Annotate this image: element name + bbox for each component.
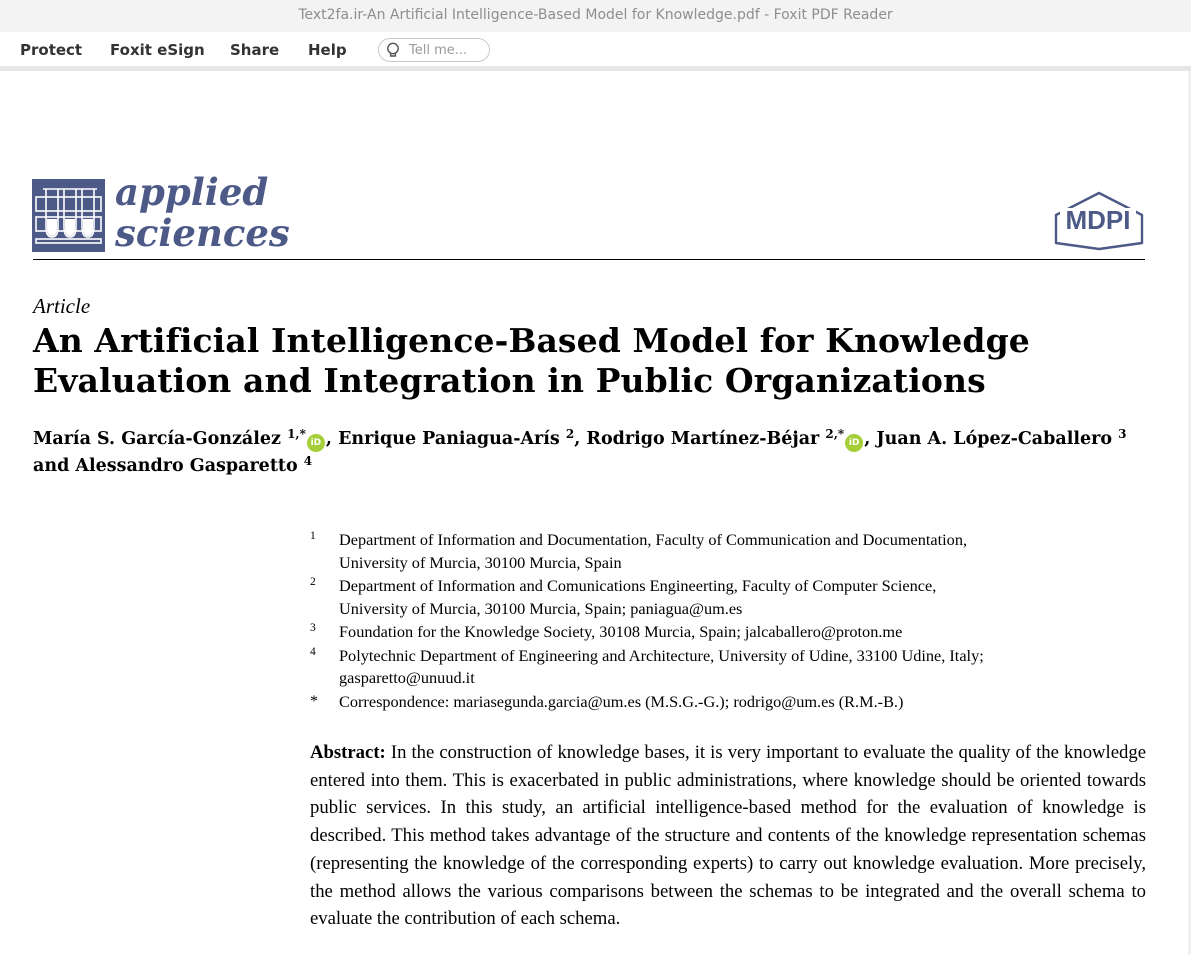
author-affiliation-sup: 2 bbox=[565, 427, 575, 441]
affiliation-number: 2 bbox=[310, 576, 316, 588]
menu-protect[interactable]: Protect bbox=[20, 41, 83, 59]
author-name: Rodrigo Martínez-Béjar bbox=[586, 429, 820, 449]
orcid-icon[interactable]: iD bbox=[307, 434, 325, 452]
journal-name bbox=[115, 172, 290, 254]
author-affiliation-sup: 3 bbox=[1118, 427, 1127, 441]
author-separator: , bbox=[574, 429, 587, 449]
affiliation-item bbox=[310, 529, 1150, 574]
journal-name-line2: sciences bbox=[115, 211, 290, 255]
article-type: Article bbox=[33, 294, 91, 318]
affiliation-line: Foundation for the Knowledge Society, 30108 Murcia, Spain; jalcaballero@proton.me bbox=[339, 622, 903, 641]
abstract-text: In the construction of knowledge bases, it is very important to evaluate the quality of the knowledge entered into them. This is exacerbated in public administrations, where knowledge should be oriented towards public services. In this study, an artificial intelligence-based method for the evaluation of knowledge is described. This method takes advantage of the structure and contents of the knowledge representation schemas (representing the knowledge of the corresponding experts) to carry out knowledge evaluation. More precisely, the method allows the various comparisons between the schemas to be integrated and the overall schema to evaluate the contribution of each schema. bbox=[310, 742, 1146, 930]
author-affiliation-sup: 2,* bbox=[825, 427, 845, 441]
author-list bbox=[33, 426, 1153, 480]
lightbulb-icon bbox=[385, 42, 401, 59]
abstract-label: Abstract: bbox=[310, 742, 386, 763]
author-separator: , bbox=[864, 429, 877, 449]
article-title-line2: Evaluation and Integration in Public Organizations bbox=[33, 361, 986, 400]
pdf-page[interactable] bbox=[0, 71, 1188, 955]
test-tubes-icon bbox=[32, 179, 105, 252]
affiliation-line: University of Murcia, 30100 Murcia, Spain bbox=[339, 552, 622, 572]
author-conjunction: and bbox=[33, 456, 76, 476]
affiliation-item bbox=[310, 645, 1150, 690]
affiliation-number: 3 bbox=[310, 622, 316, 634]
correspondence bbox=[310, 691, 1150, 714]
tell-me-search[interactable] bbox=[378, 38, 490, 62]
correspondence-text: Correspondence: mariasegunda.garcia@um.es (M.S.G.-G.); rodrigo@um.es (R.M.-B.) bbox=[339, 691, 904, 711]
menu-help[interactable]: Help bbox=[308, 41, 347, 59]
abstract bbox=[310, 739, 1146, 933]
affiliation-line: gasparetto@unuud.it bbox=[339, 668, 475, 687]
affiliation-item bbox=[310, 575, 1150, 620]
affiliation-number: 1 bbox=[310, 530, 316, 542]
window-title: Text2fa.ir-An Artificial Intelligence-Based Model for Knowledge.pdf - Foxit PDF Reader bbox=[0, 0, 1191, 32]
author-name: Alessandro Gasparetto bbox=[75, 456, 298, 476]
journal-name-line1: applied bbox=[115, 170, 269, 214]
journal-logo bbox=[32, 179, 105, 252]
author-name: Enrique Paniagua-Arís bbox=[338, 429, 560, 449]
affiliation-item bbox=[310, 621, 1150, 644]
tell-me-input[interactable] bbox=[409, 41, 485, 59]
affiliation-number: 4 bbox=[310, 645, 316, 658]
header-rule bbox=[33, 259, 1145, 260]
ribbon-menu bbox=[0, 32, 1191, 66]
author-name: Juan A. López-Caballero bbox=[876, 429, 1113, 449]
orcid-icon[interactable]: iD bbox=[845, 434, 863, 452]
author-separator: , bbox=[325, 429, 339, 449]
affiliation-line: Department of Information and Documentation, Faculty of Communication and Documentation, bbox=[339, 530, 968, 549]
author-name: María S. García-González bbox=[33, 429, 281, 449]
affiliation-line: Department of Information and Comunications Engineerting, Faculty of Computer Science, bbox=[339, 576, 937, 595]
affiliation-line: Polytechnic Department of Engineering and Architecture, University of Udine, 33100 Udine, Italy; bbox=[339, 645, 984, 665]
menu-share[interactable]: Share bbox=[230, 41, 280, 59]
article-title-line1: An Artificial Intelligence-Based Model for Knowledge bbox=[33, 321, 1030, 360]
menu-foxit-esign[interactable]: Foxit eSign bbox=[110, 41, 205, 59]
affiliation-line: University of Murcia, 30100 Murcia, Spain; paniagua@um.es bbox=[339, 598, 743, 618]
article-title bbox=[33, 321, 1133, 401]
mdpi-logo-text: MDPI bbox=[1065, 205, 1131, 235]
correspondence-mark: * bbox=[310, 692, 318, 710]
author-affiliation-sup: 1,* bbox=[287, 427, 306, 441]
affiliations bbox=[310, 529, 1150, 714]
mdpi-logo bbox=[1053, 191, 1145, 251]
author-affiliation-sup: 4 bbox=[303, 454, 313, 468]
